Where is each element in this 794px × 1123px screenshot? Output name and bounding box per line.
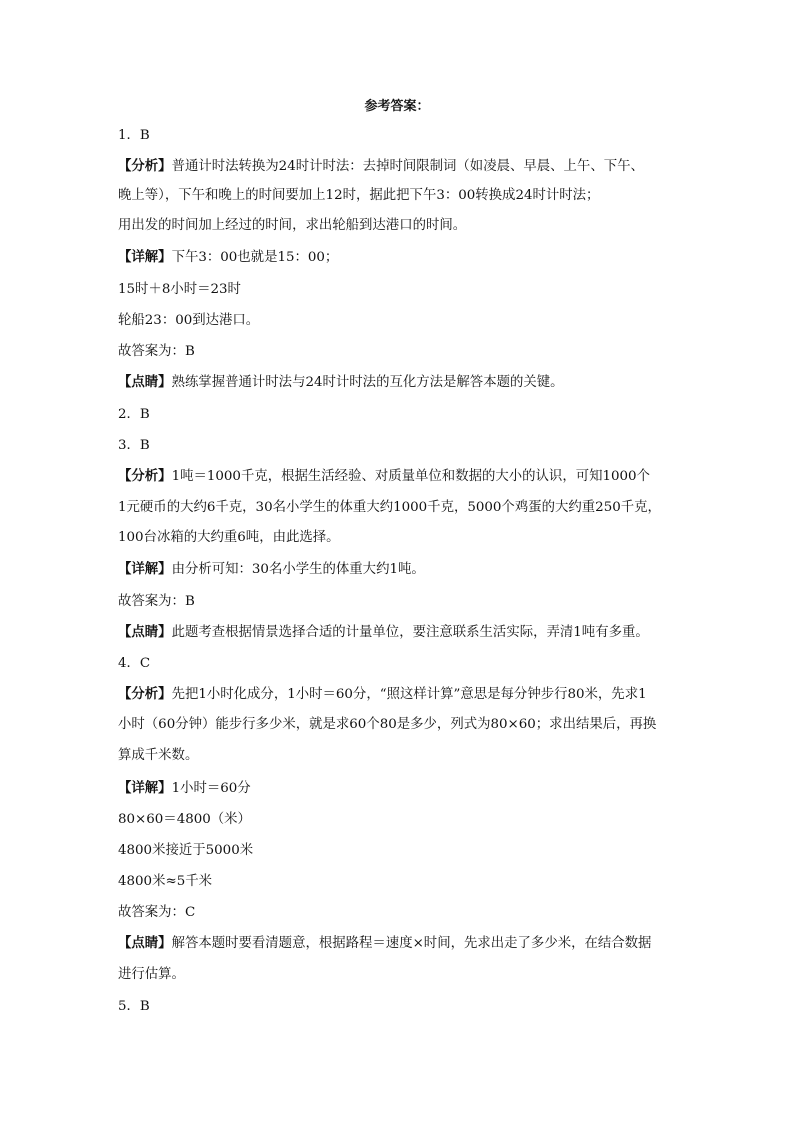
line-text: 4．C (118, 656, 151, 671)
line-text: 5．B (118, 999, 150, 1014)
section-tag: 【点睛】 (118, 935, 172, 951)
line-text: 故答案为：B (118, 344, 195, 359)
text-line (118, 996, 678, 1017)
line-text: 4800米接近于5000米 (118, 843, 254, 858)
line-text: 熟练掌握普通计时法与24时计时法的互化方法是解答本题的关键。 (171, 375, 564, 390)
section-tag: 【详解】 (118, 561, 172, 577)
text-line (118, 933, 678, 954)
page-title: 参考答案： (364, 99, 430, 114)
line-text: 15时＋8小时＝23时 (118, 282, 241, 297)
text-line (118, 497, 678, 518)
line-text: 算成千米数。 (118, 748, 199, 763)
text-line (118, 125, 678, 146)
line-text: 先把1小时化成分，1小时＝60分，“照这样计算”意思是每分钟步行80米，先求1 (171, 687, 647, 702)
text-line (118, 215, 678, 236)
section-tag: 【分析】 (118, 158, 172, 174)
text-line (118, 404, 678, 425)
text-line (118, 372, 678, 393)
text-line (118, 871, 678, 892)
line-text: 由分析可知：30名小学生的体重大约1吨。 (171, 562, 425, 577)
line-text: 1元硬币的大约6千克，30名小学生的体重大约1000千克，5000个鸡蛋的大约重250千克， (118, 500, 661, 515)
section-tag: 【点睛】 (118, 624, 172, 640)
line-text: 故答案为：B (118, 594, 195, 609)
line-text: 晚上等），下午和晚上的时间要加上12时，据此把下午3：00转换成24时计时法； (118, 188, 600, 203)
line-text: 故答案为：C (118, 905, 196, 920)
text-line (118, 714, 678, 735)
line-text: 1小时＝60分 (171, 781, 251, 796)
line-text: 小时（60分钟）能步行多少米，就是求60个80是多少，列式为80×60；求出结果后，再换 (118, 717, 657, 732)
section-tag: 【分析】 (118, 468, 172, 484)
line-text: 3．B (118, 438, 150, 453)
section-tag: 【点睛】 (118, 374, 172, 390)
line-text: 80×60＝4800（米） (118, 812, 251, 827)
line-text: 1．B (118, 128, 150, 143)
text-line (118, 185, 678, 206)
text-line (118, 964, 678, 985)
text-line (118, 279, 678, 300)
section-tag: 【详解】 (118, 249, 172, 265)
line-text: 普通计时法转换为24时计时法：去掉时间限制词（如凌晨、早晨、上午、下午、 (171, 159, 644, 174)
text-line (118, 778, 678, 799)
line-text: 100台冰箱的大约重6吨，由此选择。 (118, 530, 340, 545)
text-line (118, 310, 678, 331)
section-tag: 【分析】 (118, 686, 172, 702)
line-text: 轮船23：00到达港口。 (118, 313, 260, 328)
text-line (118, 591, 678, 612)
text-line (118, 684, 678, 705)
text-line (118, 840, 678, 861)
line-text: 进行估算。 (118, 967, 185, 982)
line-text: 1吨＝1000千克，根据生活经验、对质量单位和数据的大小的认识，可知1000个 (171, 469, 650, 484)
text-line (118, 559, 678, 580)
text-line (118, 809, 678, 830)
text-line (118, 745, 678, 766)
text-line (118, 466, 678, 487)
text-line (118, 247, 678, 268)
text-line (118, 341, 678, 362)
line-text: 2．B (118, 407, 150, 422)
line-text: 此题考查根据情景选择合适的计量单位，要注意联系生活实际，弄清1吨有多重。 (171, 625, 649, 640)
text-line (118, 527, 678, 548)
section-tag: 【详解】 (118, 780, 172, 796)
text-line (118, 653, 678, 674)
text-line (118, 622, 678, 643)
line-text: 4800米≈5千米 (118, 874, 212, 889)
text-line (118, 435, 678, 456)
line-text: 解答本题时要看清题意，根据路程＝速度×时间，先求出走了多少米，在结合数据 (171, 936, 652, 951)
text-line (118, 156, 678, 177)
line-text: 下午3：00也就是15：00； (171, 250, 339, 265)
text-line (118, 902, 678, 923)
line-text: 用出发的时间加上经过的时间，求出轮船到达港口的时间。 (118, 218, 467, 233)
